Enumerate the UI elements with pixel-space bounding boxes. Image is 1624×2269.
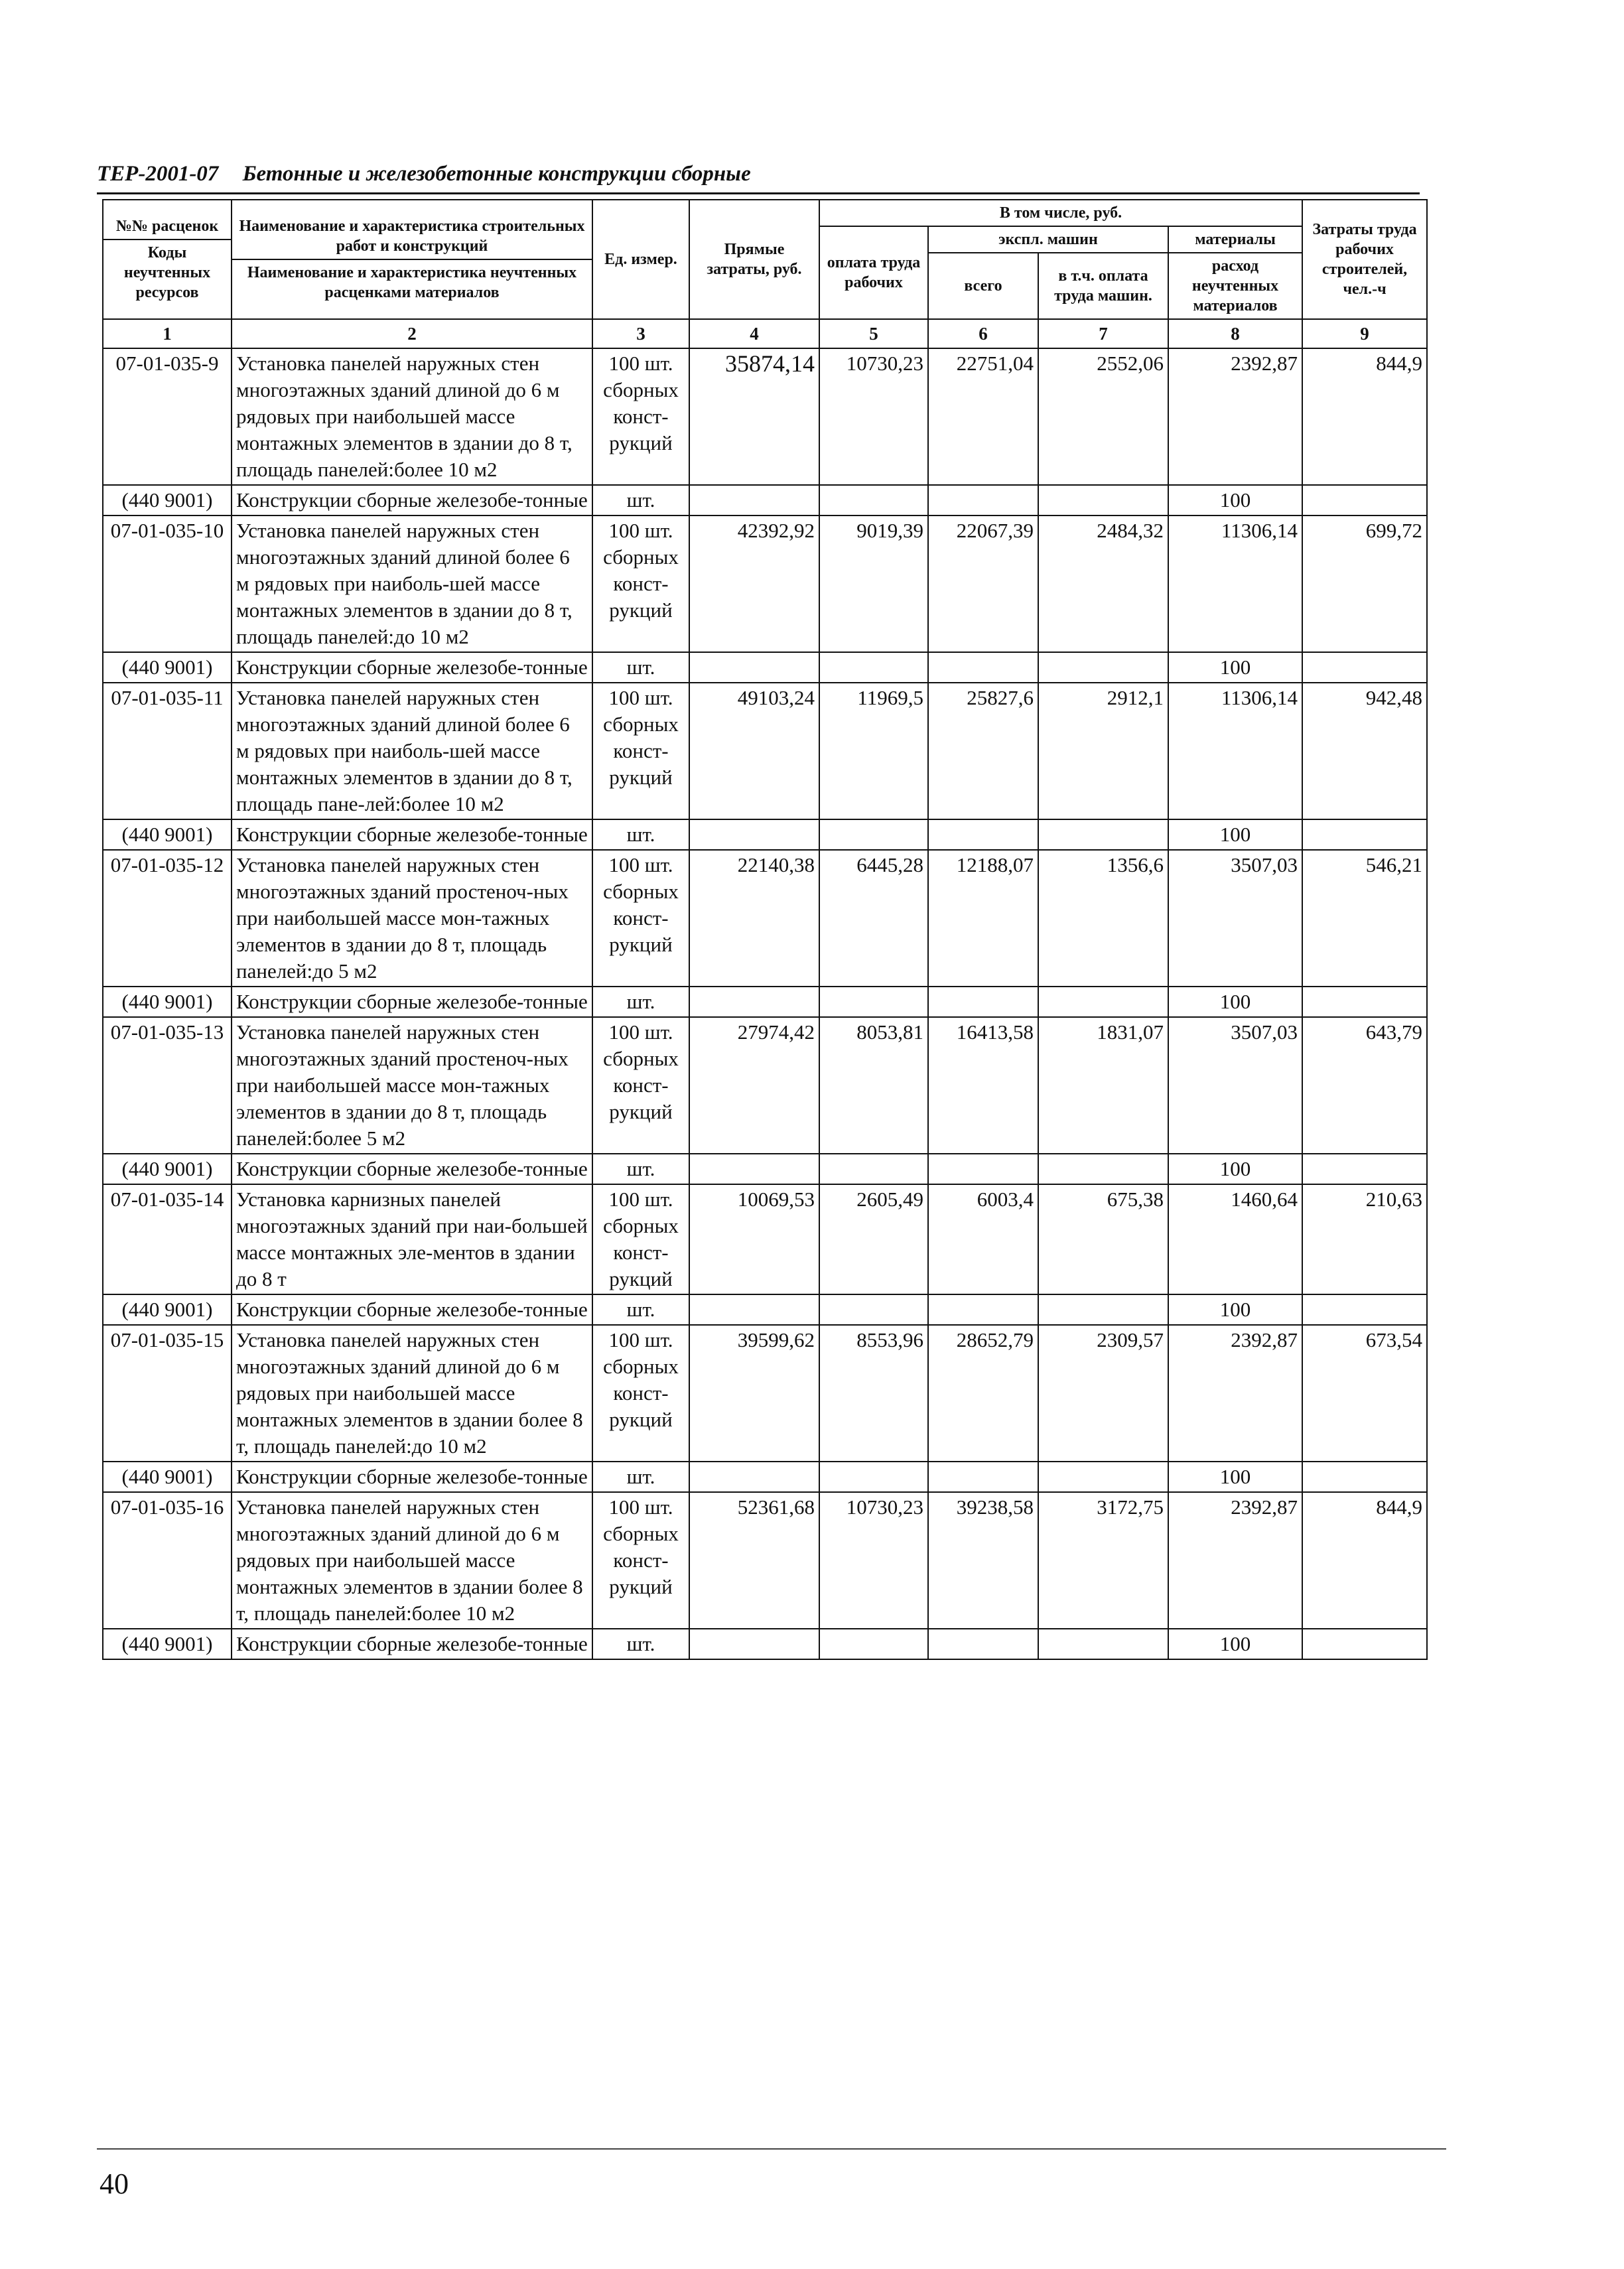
rate-code: 07-01-035-12 <box>103 850 232 987</box>
unit-of-measure: 100 шт. сборных конст-рукций <box>592 683 689 819</box>
labor-costs: 942,48 <box>1302 683 1427 819</box>
machines-total: 28652,79 <box>928 1325 1038 1462</box>
resource-row <box>103 1294 1427 1325</box>
column-number-row <box>103 319 1427 348</box>
empty-cell <box>1302 652 1427 683</box>
document-code: ТЕР-2001-07 <box>97 162 219 186</box>
column-number: 8 <box>1168 319 1302 348</box>
header-machines-group: экспл. машин <box>928 226 1168 253</box>
resource-row <box>103 819 1427 850</box>
resource-unit: шт. <box>592 1629 689 1659</box>
empty-cell <box>1038 1462 1168 1492</box>
resource-unit: шт. <box>592 1154 689 1184</box>
wages: 8053,81 <box>819 1017 928 1154</box>
materials: 2392,87 <box>1168 1325 1302 1462</box>
resource-description: Конструкции сборные железобе-тонные <box>232 1462 592 1492</box>
machines-total: 22751,04 <box>928 348 1038 485</box>
machines-total: 22067,39 <box>928 516 1038 652</box>
rate-row <box>103 516 1427 652</box>
resource-quantity: 100 <box>1168 1294 1302 1325</box>
work-description: Установка панелей наружных стен многоэтажных зданий длиной более 6 м рядовых при наиболь-шей массе монтажных элементов в здании до 8 т, площадь панелей:до 10 м2 <box>232 516 592 652</box>
unit-of-measure: 100 шт. сборных конст-рукций <box>592 1017 689 1154</box>
resource-unit: шт. <box>592 1462 689 1492</box>
empty-cell <box>819 1294 928 1325</box>
resource-row <box>103 1154 1427 1184</box>
resource-row <box>103 987 1427 1017</box>
header-wages: оплата труда рабочих <box>819 226 928 319</box>
resource-quantity: 100 <box>1168 819 1302 850</box>
header-unit: Ед. измер. <box>592 200 689 319</box>
rate-code: 07-01-035-13 <box>103 1017 232 1154</box>
page-number: 40 <box>100 2167 129 2200</box>
unit-of-measure: 100 шт. сборных конст-рукций <box>592 1492 689 1629</box>
rate-code: 07-01-035-9 <box>103 348 232 485</box>
direct-costs: 39599,62 <box>689 1325 819 1462</box>
direct-costs: 35874,14 <box>689 348 819 485</box>
header-machine-wages: в т.ч. оплата труда машин. <box>1038 253 1168 319</box>
empty-cell <box>1038 819 1168 850</box>
empty-cell <box>1302 987 1427 1017</box>
empty-cell <box>1038 1154 1168 1184</box>
header-col1-bottom: Коды неучтенных ресурсов <box>103 239 231 303</box>
machine-wages: 675,38 <box>1038 1184 1168 1294</box>
labor-costs: 643,79 <box>1302 1017 1427 1154</box>
resource-description: Конструкции сборные железобе-тонные <box>232 1294 592 1325</box>
empty-cell <box>928 1629 1038 1659</box>
work-description: Установка панелей наружных стен многоэтажных зданий простеноч-ных при наибольшей массе мон-тажных элементов в здании до 8 т, площадь панелей:более 5 м2 <box>232 1017 592 1154</box>
resource-quantity: 100 <box>1168 1629 1302 1659</box>
rate-row <box>103 1017 1427 1154</box>
resource-description: Конструкции сборные железобе-тонные <box>232 819 592 850</box>
wages: 10730,23 <box>819 348 928 485</box>
machines-total: 39238,58 <box>928 1492 1038 1629</box>
resource-code: (440 9001) <box>103 987 232 1017</box>
rate-row <box>103 1184 1427 1294</box>
work-description: Установка панелей наружных стен многоэтажных зданий длиной более 6 м рядовых при наиболь-шей массе монтажных элементов в здании до 8 т, площадь пане-лей:более 10 м2 <box>232 683 592 819</box>
rate-row <box>103 1325 1427 1462</box>
unit-of-measure: 100 шт. сборных конст-рукций <box>592 516 689 652</box>
resource-unit: шт. <box>592 485 689 516</box>
empty-cell <box>819 819 928 850</box>
rates-table <box>102 199 1428 1660</box>
resource-quantity: 100 <box>1168 652 1302 683</box>
resource-quantity: 100 <box>1168 1154 1302 1184</box>
empty-cell <box>928 987 1038 1017</box>
header-machines-total: всего <box>928 253 1038 319</box>
document-title: Бетонные и железобетонные конструкции сборные <box>242 162 751 186</box>
empty-cell <box>928 1462 1038 1492</box>
machine-wages: 3172,75 <box>1038 1492 1168 1629</box>
machine-wages: 1831,07 <box>1038 1017 1168 1154</box>
labor-costs: 673,54 <box>1302 1325 1427 1462</box>
empty-cell <box>1038 1294 1168 1325</box>
resource-unit: шт. <box>592 652 689 683</box>
table-head <box>103 200 1427 348</box>
header-direct-costs: Прямые затраты, руб. <box>689 200 819 319</box>
direct-costs: 49103,24 <box>689 683 819 819</box>
materials: 11306,14 <box>1168 516 1302 652</box>
empty-cell <box>819 485 928 516</box>
header-including-group: В том числе, руб. <box>819 200 1302 226</box>
wages: 10730,23 <box>819 1492 928 1629</box>
rate-code: 07-01-035-10 <box>103 516 232 652</box>
empty-cell <box>689 1462 819 1492</box>
wages: 6445,28 <box>819 850 928 987</box>
header-labor: Затраты труда рабочих строителей, чел.-ч <box>1302 200 1427 319</box>
machines-total: 6003,4 <box>928 1184 1038 1294</box>
unit-of-measure: 100 шт. сборных конст-рукций <box>592 1325 689 1462</box>
column-number: 4 <box>689 319 819 348</box>
rate-code: 07-01-035-16 <box>103 1492 232 1629</box>
resource-row <box>103 485 1427 516</box>
machine-wages: 2484,32 <box>1038 516 1168 652</box>
page-header <box>97 162 1437 186</box>
header-rule <box>97 192 1420 194</box>
column-number: 6 <box>928 319 1038 348</box>
rate-row <box>103 850 1427 987</box>
resource-row <box>103 652 1427 683</box>
machines-total: 16413,58 <box>928 1017 1038 1154</box>
header-col2-top: Наименование и характеристика строительных работ и конструкций <box>239 218 585 255</box>
empty-cell <box>689 1294 819 1325</box>
unit-of-measure: 100 шт. сборных конст-рукций <box>592 1184 689 1294</box>
column-number: 3 <box>592 319 689 348</box>
machines-total: 25827,6 <box>928 683 1038 819</box>
machines-total: 12188,07 <box>928 850 1038 987</box>
column-number: 9 <box>1302 319 1427 348</box>
empty-cell <box>1302 1462 1427 1492</box>
column-number: 7 <box>1038 319 1168 348</box>
empty-cell <box>819 1154 928 1184</box>
resource-code: (440 9001) <box>103 819 232 850</box>
resource-quantity: 100 <box>1168 485 1302 516</box>
empty-cell <box>1038 652 1168 683</box>
labor-costs: 210,63 <box>1302 1184 1427 1294</box>
header-col1 <box>103 200 232 319</box>
column-number: 1 <box>103 319 232 348</box>
resource-code: (440 9001) <box>103 1462 232 1492</box>
empty-cell <box>819 1629 928 1659</box>
work-description: Установка панелей наружных стен многоэтажных зданий длиной до 6 м рядовых при наибольшей массе монтажных элементов в здании более 8 т, площадь панелей:более 10 м2 <box>232 1492 592 1629</box>
empty-cell <box>819 987 928 1017</box>
labor-costs: 844,9 <box>1302 1492 1427 1629</box>
empty-cell <box>689 652 819 683</box>
empty-cell <box>1302 1629 1427 1659</box>
footer-rule <box>97 2148 1446 2150</box>
machine-wages: 2552,06 <box>1038 348 1168 485</box>
empty-cell <box>689 987 819 1017</box>
materials: 3507,03 <box>1168 1017 1302 1154</box>
materials: 2392,87 <box>1168 1492 1302 1629</box>
empty-cell <box>928 485 1038 516</box>
empty-cell <box>928 1294 1038 1325</box>
resource-description: Конструкции сборные железобе-тонные <box>232 1154 592 1184</box>
empty-cell <box>1302 485 1427 516</box>
resource-description: Конструкции сборные железобе-тонные <box>232 652 592 683</box>
table-body <box>103 348 1427 1659</box>
empty-cell <box>819 1462 928 1492</box>
empty-cell <box>928 1154 1038 1184</box>
resource-quantity: 100 <box>1168 987 1302 1017</box>
resource-unit: шт. <box>592 819 689 850</box>
empty-cell <box>928 652 1038 683</box>
rate-code: 07-01-035-11 <box>103 683 232 819</box>
resource-description: Конструкции сборные железобе-тонные <box>232 485 592 516</box>
header-col2 <box>232 200 592 319</box>
resource-unit: шт. <box>592 1294 689 1325</box>
direct-costs: 42392,92 <box>689 516 819 652</box>
direct-costs: 10069,53 <box>689 1184 819 1294</box>
labor-costs: 699,72 <box>1302 516 1427 652</box>
labor-costs: 546,21 <box>1302 850 1427 987</box>
work-description: Установка панелей наружных стен многоэтажных зданий длиной до 6 м рядовых при наибольшей массе монтажных элементов в здании до 8 т, площадь панелей:более 10 м2 <box>232 348 592 485</box>
header-col2-bottom: Наименование и характеристика неучтенных расценками материалов <box>232 259 592 303</box>
empty-cell <box>1038 1629 1168 1659</box>
empty-cell <box>1302 819 1427 850</box>
machine-wages: 2912,1 <box>1038 683 1168 819</box>
empty-cell <box>1302 1294 1427 1325</box>
header-materials-group: материалы <box>1168 226 1302 253</box>
wages: 9019,39 <box>819 516 928 652</box>
resource-description: Конструкции сборные железобе-тонные <box>232 1629 592 1659</box>
materials: 3507,03 <box>1168 850 1302 987</box>
resource-code: (440 9001) <box>103 1629 232 1659</box>
empty-cell <box>689 1154 819 1184</box>
header-col1-top: №№ расценок <box>115 218 219 235</box>
work-description: Установка панелей наружных стен многоэтажных зданий простеноч-ных при наибольшей массе мон-тажных элементов в здании до 8 т, площадь панелей:до 5 м2 <box>232 850 592 987</box>
header-row <box>103 200 1427 226</box>
work-description: Установка карнизных панелей многоэтажных зданий при наи-большей массе монтажных эле-ментов в здании до 8 т <box>232 1184 592 1294</box>
resource-code: (440 9001) <box>103 1154 232 1184</box>
empty-cell <box>1302 1154 1427 1184</box>
unit-of-measure: 100 шт. сборных конст-рукций <box>592 850 689 987</box>
resource-description: Конструкции сборные железобе-тонные <box>232 987 592 1017</box>
empty-cell <box>928 819 1038 850</box>
machine-wages: 1356,6 <box>1038 850 1168 987</box>
column-number: 5 <box>819 319 928 348</box>
rate-row <box>103 348 1427 485</box>
direct-costs: 27974,42 <box>689 1017 819 1154</box>
empty-cell <box>819 652 928 683</box>
wages: 11969,5 <box>819 683 928 819</box>
empty-cell <box>1038 485 1168 516</box>
rate-row <box>103 1492 1427 1629</box>
empty-cell <box>689 485 819 516</box>
wages: 8553,96 <box>819 1325 928 1462</box>
resource-code: (440 9001) <box>103 485 232 516</box>
empty-cell <box>1038 987 1168 1017</box>
direct-costs: 52361,68 <box>689 1492 819 1629</box>
header-materials: расход неучтенных материалов <box>1168 253 1302 319</box>
work-description: Установка панелей наружных стен многоэтажных зданий длиной до 6 м рядовых при наибольшей массе монтажных элементов в здании более 8 т, площадь панелей:до 10 м2 <box>232 1325 592 1462</box>
unit-of-measure: 100 шт. сборных конст-рукций <box>592 348 689 485</box>
machine-wages: 2309,57 <box>1038 1325 1168 1462</box>
resource-quantity: 100 <box>1168 1462 1302 1492</box>
resource-unit: шт. <box>592 987 689 1017</box>
empty-cell <box>689 1629 819 1659</box>
rate-code: 07-01-035-14 <box>103 1184 232 1294</box>
wages: 2605,49 <box>819 1184 928 1294</box>
column-number: 2 <box>232 319 592 348</box>
resource-code: (440 9001) <box>103 1294 232 1325</box>
materials: 11306,14 <box>1168 683 1302 819</box>
resource-row <box>103 1629 1427 1659</box>
labor-costs: 844,9 <box>1302 348 1427 485</box>
rate-row <box>103 683 1427 819</box>
direct-costs: 22140,38 <box>689 850 819 987</box>
resource-code: (440 9001) <box>103 652 232 683</box>
resource-row <box>103 1462 1427 1492</box>
rate-code: 07-01-035-15 <box>103 1325 232 1462</box>
materials: 1460,64 <box>1168 1184 1302 1294</box>
materials: 2392,87 <box>1168 348 1302 485</box>
empty-cell <box>689 819 819 850</box>
